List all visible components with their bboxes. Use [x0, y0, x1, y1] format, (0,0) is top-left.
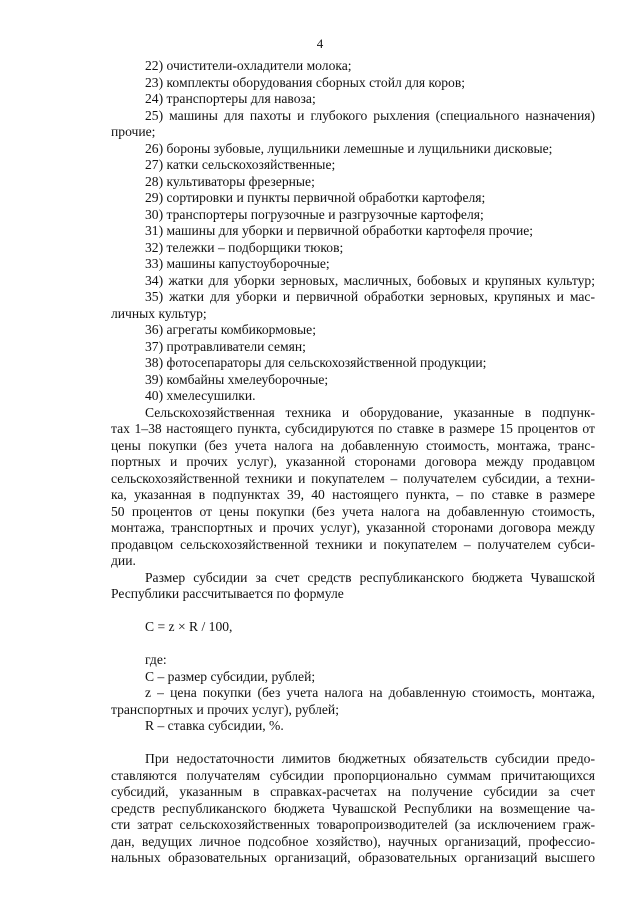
formula-definition-continuation: транспортных и прочих услуг), рублей;: [111, 701, 339, 717]
list-item: 23) комплекты оборудования сборных стойл для коров;: [145, 74, 466, 90]
paragraph-line: портных и прочих услуг), указанной сторонами договора между продавцом: [111, 454, 595, 469]
paragraph-line: Республики рассчитывается по формуле: [111, 586, 344, 601]
page-number: 4: [316, 36, 324, 51]
formula: C = z × R / 100,: [145, 619, 233, 634]
formula-definition: z – цена покупки (без учета налога на добавленную стоимость, монтажа,: [145, 685, 595, 700]
list-item: 35) жатки для уборки и первичной обработки зерновых, крупяных и мас-: [145, 289, 595, 304]
paragraph-line: ставляются получателям субсидии пропорционально суммам причитающихся: [111, 767, 595, 783]
paragraph-line: Сельскохозяйственная техника и оборудование, указанные в подпунк-: [145, 404, 595, 420]
list-item: 28) культиваторы фрезерные;: [145, 173, 315, 189]
paragraph-line: дии.: [111, 553, 136, 568]
paragraph-line: ка, указанная в подпунктах 39, 40 настоящего пункта, – по ставке в размере: [111, 487, 595, 502]
document-body: [111, 58, 595, 867]
list-item: 27) катки сельскохозяйственные;: [145, 157, 336, 172]
list-item: 26) бороны зубовые, лущильники лемешные и лущильники дисковые;: [145, 140, 553, 156]
list-item: 34) жатки для уборки зерновых, масличных, бобовых и крупяных культур;: [145, 272, 595, 288]
paragraph-line: Размер субсидии за счет средств республиканского бюджета Чувашской: [145, 569, 595, 585]
list-item: 40) хмелесушилки.: [145, 388, 256, 403]
formula-definition: C – размер субсидии, рублей;: [145, 668, 316, 684]
list-item: 37) протравливатели семян;: [145, 338, 306, 354]
paragraph-line: сти затрат сельскохозяйственных товаропроизводителей (за исключением граж-: [111, 817, 595, 832]
formula-definition: R – ставка субсидии, %.: [145, 718, 284, 733]
list-item: 31) машины для уборки и первичной обработки картофеля прочие;: [145, 223, 534, 238]
paragraph-line: средств республиканского бюджета Чувашской Республики на возмещение ча-: [111, 800, 595, 816]
paragraph-line: сельскохозяйственной техники и покупателем – получателем субсидии, а техни-: [111, 470, 595, 486]
list-item: 22) очистители-охладители молока;: [145, 58, 352, 73]
list-item: 39) комбайны хмелеуборочные;: [145, 371, 329, 387]
list-item: 32) тележки – подборщики тюков;: [145, 239, 344, 255]
list-item: 36) агрегаты комбикормовые;: [145, 322, 316, 337]
paragraph-line: нальных образовательных организаций, образовательных организаций высшего: [111, 850, 595, 865]
formula-where: где:: [145, 652, 167, 667]
list-item: 24) транспортеры для навоза;: [145, 91, 316, 106]
list-item: 30) транспортеры погрузочные и разгрузочные картофеля;: [145, 206, 484, 222]
list-item: 25) машины для пахоты и глубокого рыхления (специального назначения): [145, 107, 595, 123]
list-item-continuation: прочие;: [111, 124, 156, 139]
paragraph-line: монтажа, транспортных и прочих услуг), указанной сторонами договора между: [111, 520, 595, 535]
paragraph-line: продавцом сельскохозяйственной техники и покупателем – получателем субси-: [111, 536, 595, 552]
paragraph-line: дан, ведущих личное подсобное хозяйство), научных организаций, профессио-: [111, 833, 595, 849]
list-item: 33) машины капустоуборочные;: [145, 256, 330, 271]
list-item: 29) сортировки и пункты первичной обработки картофеля;: [145, 190, 486, 205]
paragraph-line: При недостаточности лимитов бюджетных обязательств субсидии предо-: [145, 751, 595, 766]
paragraph-line: тах 1–38 настоящего пункта, субсидируются по ставке в размере 15 процентов от: [111, 421, 595, 436]
paragraph-line: цены покупки (без учета налога на добавленную стоимость, монтажа, транс-: [111, 437, 595, 453]
paragraph-line: субсидий, указанным в справках-расчетах на получение субсидии за счет: [111, 784, 595, 799]
list-item-continuation: личных культур;: [111, 305, 207, 321]
list-item: 38) фотосепараторы для сельскохозяйственной продукции;: [145, 355, 487, 370]
paragraph-line: 50 процентов от цены покупки (без учета налога на добавленную стоимость,: [111, 503, 595, 519]
